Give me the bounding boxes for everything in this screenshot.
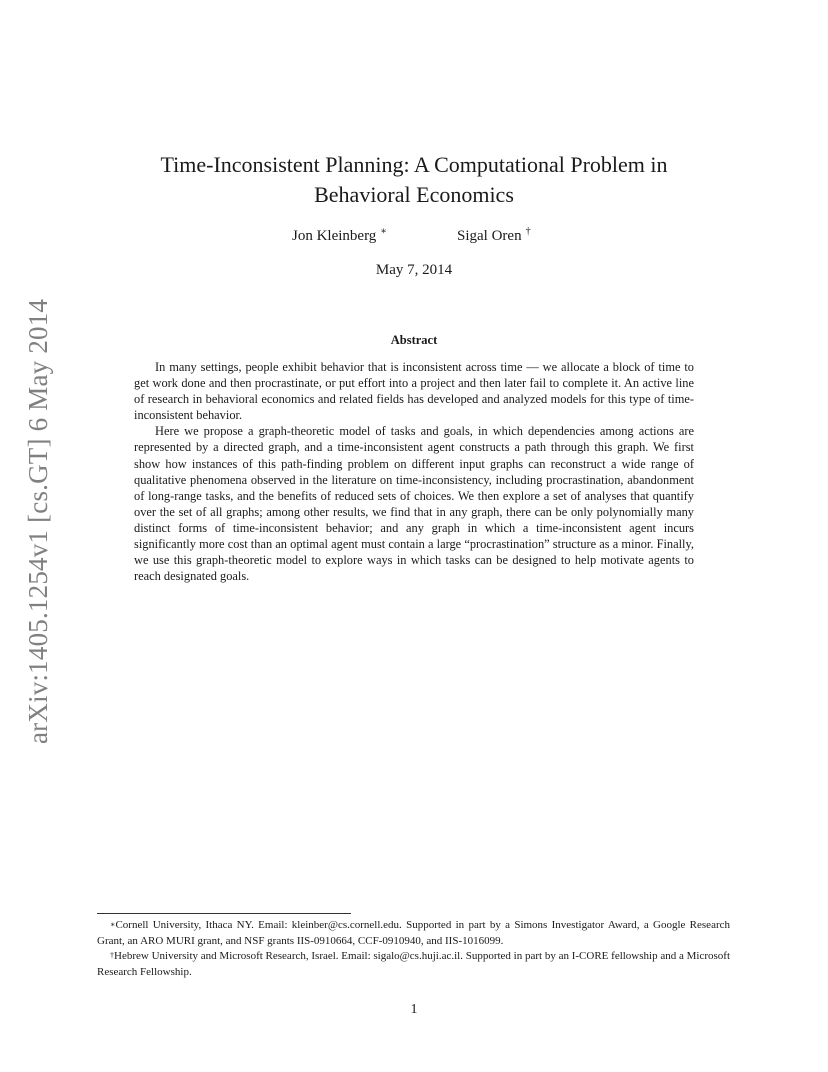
footnote-oren bbox=[97, 949, 730, 980]
author-name: Jon Kleinberg bbox=[292, 228, 377, 244]
author-list bbox=[110, 228, 718, 248]
author-kleinberg bbox=[292, 228, 387, 245]
footnote-mark: ∗ bbox=[110, 920, 116, 929]
arxiv-identifier-stamp bbox=[16, 292, 60, 744]
abstract-body bbox=[134, 359, 694, 584]
footnote-kleinberg bbox=[97, 918, 730, 949]
footnote-text: Hebrew University and Microsoft Research, Israel. Email: sigalo@cs.huji.ac.il. Supported in part by an I-CORE fellowship and a Microsoft Research Fellowship. bbox=[97, 950, 731, 978]
author-footnote-mark: † bbox=[525, 226, 531, 237]
footnotes bbox=[97, 918, 730, 980]
abstract-paragraph-1: In many settings, people exhibit behavior that is inconsistent across time — we allocate a block of time to get work done and then procrastinate, or put effort into a project and then later fail to complete it. An active line of research in behavioral economics and related fields has developed and analyzed models for this type of time-inconsistent behavior. bbox=[134, 360, 694, 423]
footnote-mark: † bbox=[110, 951, 115, 960]
page-number: 1 bbox=[410, 1002, 418, 1017]
abstract-paragraph-2: Here we propose a graph-theoretic model of tasks and goals, in which dependencies among actions are represented by a directed graph, and a time-inconsistent agent constructs a path through this graph. We first show how instances of this path-finding problem on different input graphs can reconstruct a wide range of qualitative phenomena observed in the literature on time-inconsistency, including procrastination, abandonment of long-range tasks, and the benefits of reduced sets of choices. We then explore a set of analyses that quantify over the set of all graphs; among other results, we find that in any graph, there can be only polynomially many distinct forms of time-inconsistent behavior; and any graph in which a time-inconsistent agent incurs significantly more cost than an optimal agent must contain a large “procrastination” structure as a minor. Finally, we use this graph-theoretic model to explore ways in which tasks can be designed to help motivate agents to reach designated goals. bbox=[134, 424, 694, 584]
paper-title: Time-Inconsistent Planning: A Computational Problem in Behavioral Economics bbox=[160, 152, 668, 207]
arxiv-identifier-text: arXiv:1405.1254v1 [cs.GT] 6 May 2014 bbox=[23, 298, 53, 744]
footnote-text: Cornell University, Ithaca NY. Email: kleinber@cs.cornell.edu. Supported in part by a Simons Investigator Award, a Google Research Grant, an ARO MURI grant, and NSF grants IIS-0910664, CCF-0910940, and IIS-1016099. bbox=[97, 919, 730, 947]
abstract-heading: Abstract bbox=[390, 333, 438, 347]
author-footnote-mark: ∗ bbox=[380, 226, 388, 237]
publication-date: May 7, 2014 bbox=[375, 262, 453, 278]
author-oren bbox=[457, 228, 531, 245]
footnote-divider bbox=[97, 913, 351, 914]
author-name: Sigal Oren bbox=[457, 228, 522, 244]
